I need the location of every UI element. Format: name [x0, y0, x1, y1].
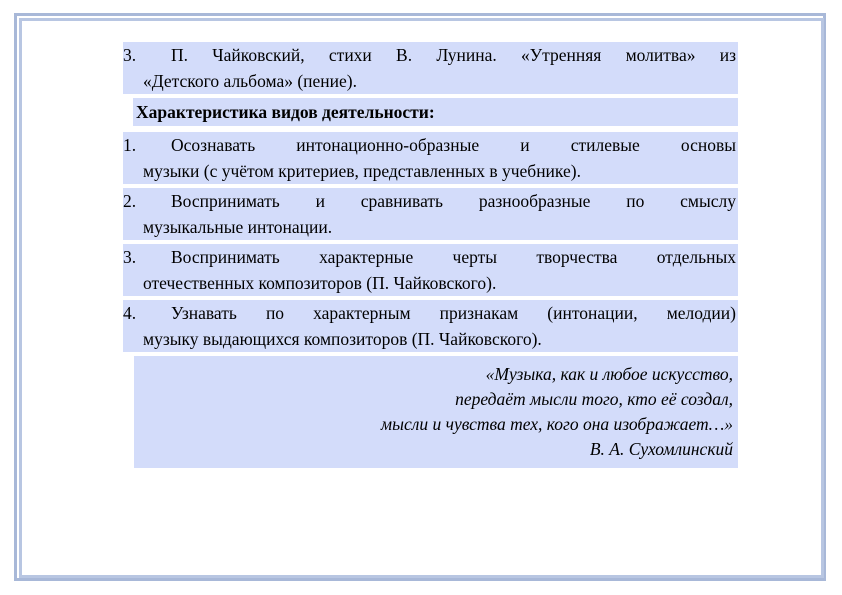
- list-item-text: Узнавать по характерным признакам (интонации, мелодии): [171, 303, 736, 323]
- list-item-number: 3.: [123, 247, 137, 267]
- list-item-text: Воспринимать и сравнивать разнообразные по смыслу: [171, 191, 736, 211]
- activity-item-3: [123, 244, 738, 296]
- list-item-continuation: музыку выдающихся композиторов (П. Чайковского).: [143, 329, 542, 349]
- section-heading: Характеристика видов деятельности:: [133, 98, 738, 126]
- list-item-text: Осознавать интонационно-образные и стилевые основы: [171, 135, 736, 155]
- list-item-continuation: музыкальные интонации.: [143, 217, 333, 237]
- list-item-continuation: музыки (с учётом критериев, представленных в учебнике).: [143, 161, 581, 181]
- list-item-number: 3.: [123, 45, 137, 65]
- list-item-number: 1.: [123, 135, 137, 155]
- list-item-line: [123, 42, 736, 68]
- list-item-number: 2.: [123, 191, 137, 211]
- list-item-text: П. Чайковский, стихи В. Лунина. «Утренняя молитва» из: [171, 45, 736, 65]
- list-item-line: [123, 132, 736, 158]
- epigraph-quote: [134, 356, 738, 468]
- list-item-continuation: «Детского альбома» (пение).: [143, 71, 357, 91]
- list-item-text: Воспринимать характерные черты творчества отдельных: [171, 247, 736, 267]
- list-item-song: [123, 42, 738, 94]
- activity-item-2: [123, 188, 738, 240]
- list-item-line: [123, 188, 736, 214]
- list-item-line: [123, 244, 736, 270]
- slide-content: [123, 42, 738, 468]
- quote-author: В. А. Сухомлинский: [589, 439, 733, 459]
- activity-item-4: [123, 300, 738, 352]
- activity-item-1: [123, 132, 738, 184]
- quote-line: «Музыка, как и любое искусство,: [485, 364, 733, 384]
- list-item-continuation: отечественных композиторов (П. Чайковского).: [143, 273, 497, 293]
- quote-line: мысли и чувства тех, кого она изображает…»: [380, 414, 733, 434]
- quote-line: передаёт мысли того, кто её создал,: [455, 389, 733, 409]
- list-item-number: 4.: [123, 303, 137, 323]
- list-item-line: [123, 300, 736, 326]
